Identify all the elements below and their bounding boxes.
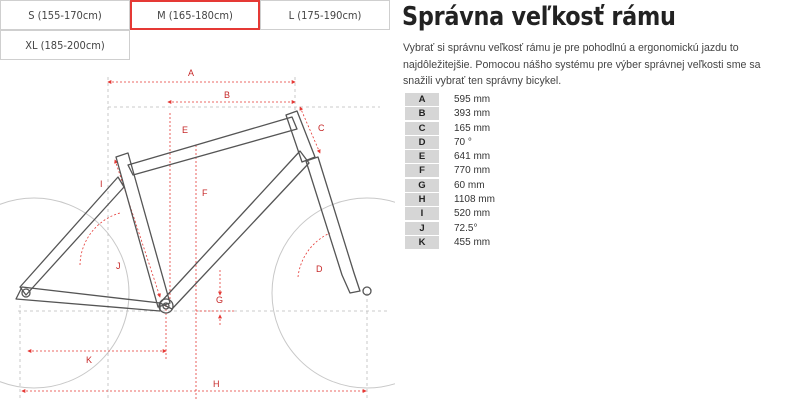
label-f: F [202, 188, 208, 198]
page-title: Správna veľkosť rámu [402, 2, 676, 32]
label-i: I [100, 179, 103, 189]
label-a: A [188, 68, 195, 78]
label-e: E [182, 125, 189, 135]
geometry-key: J [405, 222, 439, 235]
geometry-value: 72.5° [454, 222, 478, 234]
size-tab-m[interactable]: M (165-180cm) [130, 0, 260, 30]
geometry-value: 1108 mm [454, 194, 495, 206]
geometry-key: A [405, 93, 439, 106]
label-k: K [86, 355, 93, 365]
geometry-key: H [405, 193, 439, 206]
label-g: G [216, 295, 224, 305]
diagram-labels [86, 68, 325, 389]
geometry-key: G [405, 179, 439, 192]
front-wheel [272, 198, 395, 388]
geometry-value: 595 mm [454, 94, 491, 105]
label-c: C [318, 123, 325, 133]
label-h: H [213, 379, 220, 389]
label-j: J [116, 261, 121, 271]
geometry-key: E [405, 150, 439, 163]
bike-geometry-diagram [0, 65, 395, 400]
geometry-value: 165 mm [454, 122, 491, 134]
geometry-value: 70 ° [454, 136, 472, 148]
size-tab-s[interactable]: S (155-170cm) [0, 0, 130, 30]
geometry-key: B [405, 107, 439, 120]
label-b: B [224, 90, 231, 100]
size-tab-xl[interactable]: XL (185-200cm) [0, 30, 130, 60]
geometry-value: 520 mm [454, 208, 491, 220]
geometry-value: 770 mm [454, 165, 491, 177]
geometry-key: F [405, 164, 439, 177]
geometry-value: 641 mm [454, 151, 491, 163]
geometry-key: K [405, 236, 439, 249]
description-text: Vybrať si správnu veľkosť rámu je pre pohodlnú a ergonomickú jazdu to najdôležitejšie. Pomocou nášho systému pre výber správnej veľkosti sme sa snažili vybrať ten správny bicykel. [403, 42, 761, 87]
geometry-key: C [405, 122, 439, 135]
geometry-key: D [405, 136, 439, 149]
geometry-key: I [405, 207, 439, 220]
label-d: D [316, 264, 323, 274]
size-tab-l[interactable]: L (175-190cm) [260, 0, 390, 30]
reference-lines [18, 77, 390, 400]
measure-lines [22, 82, 366, 400]
geometry-value: 455 mm [454, 236, 491, 248]
geometry-value: 393 mm [454, 108, 491, 120]
geometry-value: 60 mm [454, 179, 485, 191]
